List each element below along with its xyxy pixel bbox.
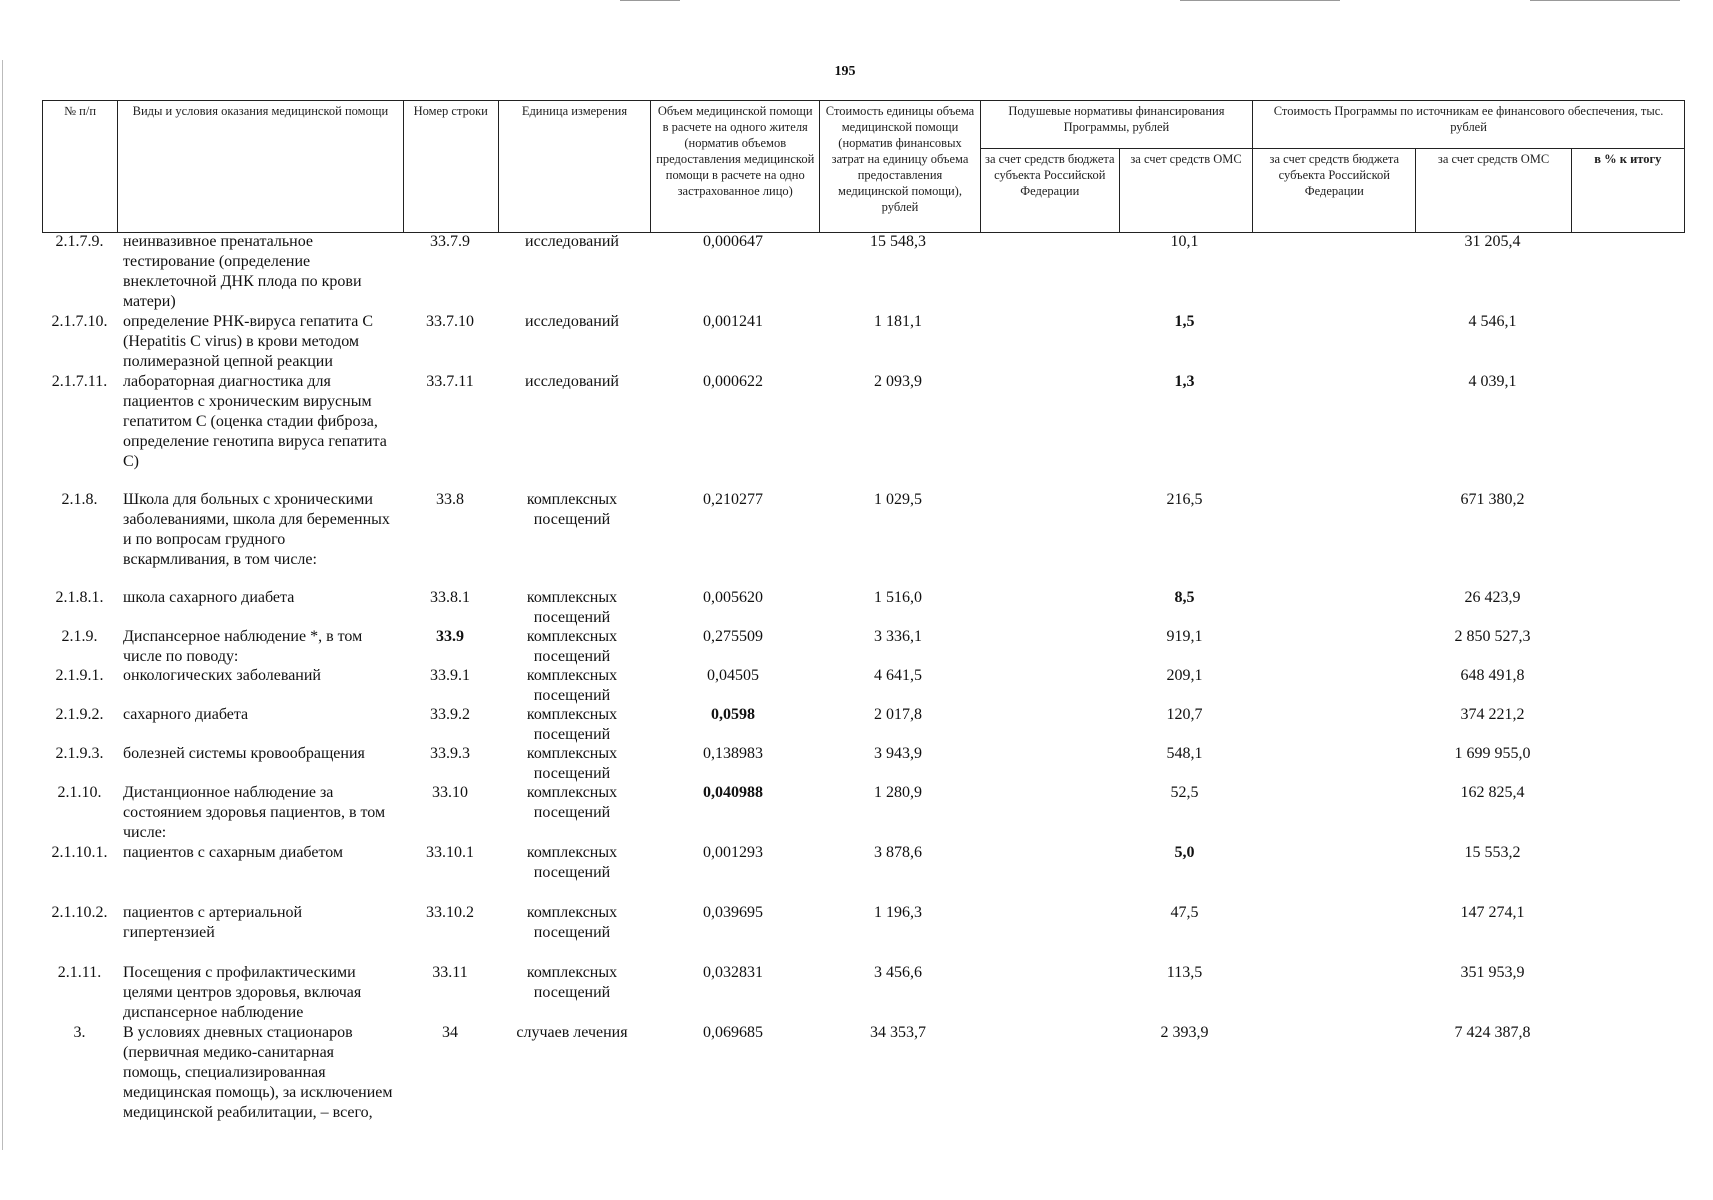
row-unit: комплексных посещений (526, 964, 618, 1001)
row-name: Диспансерное наблюдение *, в том числе по поводу: (123, 628, 363, 665)
header-line: Номер строки (403, 101, 498, 233)
row-unit-cost: 1 516,0 (874, 589, 922, 606)
row-unit-cost: 15 548,3 (870, 233, 926, 250)
row-cost-oms: 374 221,2 (1460, 706, 1525, 723)
row-number: 2.1.8. (61, 491, 98, 508)
row-unit-cost: 4 641,5 (874, 667, 922, 684)
row-line: 33.10 (432, 784, 468, 801)
row-per-capita-oms: 5,0 (1174, 844, 1195, 861)
row-name: Школа для больных с хроническими заболеваниями, школа для беременных и по вопросам грудного вскармливания, в том числе: (123, 491, 390, 568)
row-unit: случаев лечения (516, 1024, 628, 1041)
row-per-capita-oms: 52,5 (1170, 784, 1199, 801)
row-volume: 0,138983 (703, 745, 763, 762)
header-per-capita-oms: за счет средств ОМС (1119, 149, 1252, 233)
header-kind: Виды и условия оказания медицинской помощи (118, 101, 404, 233)
row-per-capita-oms: 1,5 (1174, 313, 1195, 330)
row-cost-oms: 2 850 527,3 (1454, 628, 1531, 645)
row-name: неинвазивное пренатальное тестирование (определение внеклеточной ДНК плода по крови матери) (123, 233, 362, 310)
row-line: 33.7.9 (430, 233, 470, 250)
row-number: 3. (73, 1024, 86, 1041)
row-per-capita-oms: 120,7 (1166, 706, 1203, 723)
row-unit-cost: 34 353,7 (870, 1024, 926, 1041)
row-unit-cost: 3 943,9 (874, 745, 922, 762)
row-number: 2.1.11. (57, 964, 102, 981)
row-line: 33.8.1 (430, 589, 470, 606)
table-header (42, 100, 1685, 233)
row-number: 2.1.10. (57, 784, 102, 801)
row-number: 2.1.9. (61, 628, 98, 645)
scan-top-mark (620, 0, 680, 1)
row-number: 2.1.9.3. (55, 745, 104, 762)
row-per-capita-oms: 113,5 (1166, 964, 1203, 981)
row-line: 34 (442, 1024, 458, 1041)
row-name: пациентов с артериальной гипертензией (123, 904, 303, 941)
row-number: 2.1.10.2. (51, 904, 108, 921)
header-unit: Единица измерения (498, 101, 650, 233)
row-cost-oms: 1 699 955,0 (1454, 745, 1531, 762)
row-unit: комплексных посещений (526, 745, 618, 782)
row-unit: комплексных посещений (526, 904, 618, 941)
row-volume: 0,000622 (703, 373, 763, 390)
scan-top-mark (1180, 0, 1340, 1)
row-unit: комплексных посещений (526, 628, 618, 665)
row-unit: исследований (525, 313, 619, 330)
row-line: 33.11 (432, 964, 468, 981)
row-line: 33.7.11 (426, 373, 474, 390)
row-cost-oms: 162 825,4 (1460, 784, 1525, 801)
row-per-capita-oms: 216,5 (1166, 491, 1203, 508)
row-unit: комплексных посещений (526, 706, 618, 743)
header-per-capita-budget: за счет средств бюджета субъекта Российской Федерации (980, 149, 1119, 233)
row-name: болезней системы кровообращения (123, 745, 365, 762)
row-number: 2.1.8.1. (55, 589, 104, 606)
row-number: 2.1.7.11. (51, 373, 108, 390)
row-per-capita-oms: 209,1 (1166, 667, 1203, 684)
row-per-capita-oms: 8,5 (1174, 589, 1195, 606)
row-unit: исследований (525, 373, 619, 390)
header-cost-pct: в % к итогу (1571, 149, 1684, 233)
row-per-capita-oms: 47,5 (1170, 904, 1199, 921)
row-cost-oms: 147 274,1 (1460, 904, 1525, 921)
row-volume: 0,032831 (703, 964, 763, 981)
row-unit: комплексных посещений (526, 844, 618, 881)
row-cost-oms: 4 546,1 (1468, 313, 1517, 330)
row-cost-oms: 351 953,9 (1460, 964, 1525, 981)
row-volume: 0,069685 (703, 1024, 763, 1041)
row-name: школа сахарного диабета (123, 589, 295, 606)
header-volume: Объем медицинской помощи в расчете на одного жителя (норматив объемов предоставления медицинской помощи в расчете на одно застрахованное лицо) (651, 101, 820, 233)
row-number: 2.1.9.2. (55, 706, 104, 723)
row-name: лабораторная диагностика для пациентов с хроническим вирусным гепатитом С (оценка стадии фиброза, определение генотипа вируса гепатита С) (123, 373, 387, 470)
row-per-capita-oms: 548,1 (1166, 745, 1203, 762)
row-volume: 0,210277 (703, 491, 763, 508)
page-number: 195 (834, 64, 856, 79)
header-cost-oms: за счет средств ОМС (1416, 149, 1571, 233)
row-unit-cost: 3 456,6 (874, 964, 922, 981)
row-cost-oms: 15 553,2 (1464, 844, 1521, 861)
row-cost-oms: 31 205,4 (1464, 233, 1521, 250)
row-unit: комплексных посещений (526, 491, 618, 528)
header-cost-budget: за счет средств бюджета субъекта Российской Федерации (1253, 149, 1416, 233)
row-name: определение РНК-вируса гепатита С (Hepatitis C virus) в крови методом полимеразной цепной реакции (123, 313, 373, 370)
row-number: 2.1.9.1. (55, 667, 104, 684)
row-volume: 0,275509 (703, 628, 763, 645)
row-unit-cost: 2 017,8 (874, 706, 922, 723)
row-cost-oms: 671 380,2 (1460, 491, 1525, 508)
row-unit: комплексных посещений (526, 667, 618, 704)
row-name: пациентов с сахарным диабетом (123, 844, 344, 861)
row-name: Дистанционное наблюдение за состоянием здоровья пациентов, в том числе: (123, 784, 386, 841)
row-name: онкологических заболеваний (123, 667, 321, 684)
row-volume: 0,005620 (703, 589, 763, 606)
row-unit-cost: 1 196,3 (874, 904, 922, 921)
header-unit-cost: Стоимость единицы объема медицинской помощи (норматив финансовых затрат на единицу объема предоставления медицинской помощи), рублей (820, 101, 980, 233)
row-per-capita-oms: 2 393,9 (1160, 1024, 1209, 1041)
row-unit: исследований (525, 233, 619, 250)
row-unit-cost: 1 181,1 (874, 313, 922, 330)
row-line: 33.9 (436, 628, 464, 645)
row-name: сахарного диабета (123, 706, 249, 723)
scan-top-mark (1530, 0, 1680, 1)
header-num: № п/п (43, 101, 118, 233)
row-unit-cost: 2 093,9 (874, 373, 922, 390)
scan-edge-line (2, 60, 3, 1150)
row-per-capita-oms: 10,1 (1170, 233, 1199, 250)
row-volume: 0,001293 (703, 844, 763, 861)
header-program-cost: Стоимость Программы по источникам ее финансового обеспечения, тыс. рублей (1253, 101, 1685, 149)
row-number: 2.1.7.10. (51, 313, 108, 330)
row-unit: комплексных посещений (526, 589, 618, 626)
row-volume: 0,04505 (707, 667, 759, 684)
row-name: В условиях дневных стационаров (первичная медико-санитарная помощь, специализированная медицинская помощь), за исключением медицинской реабилитации, – всего, (123, 1024, 393, 1121)
row-unit: комплексных посещений (526, 784, 618, 821)
row-unit-cost: 1 029,5 (874, 491, 922, 508)
row-name: Посещения с профилактическими целями центров здоровья, включая диспансерное наблюдение (123, 964, 362, 1021)
row-line: 33.10.2 (426, 904, 474, 921)
row-line: 33.10.1 (426, 844, 474, 861)
row-line: 33.7.10 (426, 313, 474, 330)
row-unit-cost: 1 280,9 (874, 784, 922, 801)
row-volume: 0,000647 (703, 233, 763, 250)
row-line: 33.8 (436, 491, 464, 508)
row-cost-oms: 26 423,9 (1464, 589, 1521, 606)
row-line: 33.9.3 (430, 745, 470, 762)
row-volume: 0,040988 (703, 784, 763, 801)
row-number: 2.1.10.1. (51, 844, 108, 861)
row-unit-cost: 3 878,6 (874, 844, 922, 861)
row-line: 33.9.1 (430, 667, 470, 684)
row-volume: 0,0598 (711, 706, 755, 723)
row-number: 2.1.7.9. (55, 233, 104, 250)
row-per-capita-oms: 919,1 (1166, 628, 1203, 645)
row-per-capita-oms: 1,3 (1174, 373, 1195, 390)
row-volume: 0,001241 (703, 313, 763, 330)
header-per-capita: Подушевые нормативы финансирования Программы, рублей (980, 101, 1253, 149)
row-unit-cost: 3 336,1 (874, 628, 922, 645)
row-cost-oms: 648 491,8 (1460, 667, 1525, 684)
row-cost-oms: 4 039,1 (1468, 373, 1517, 390)
row-cost-oms: 7 424 387,8 (1454, 1024, 1531, 1041)
row-volume: 0,039695 (703, 904, 763, 921)
row-line: 33.9.2 (430, 706, 470, 723)
